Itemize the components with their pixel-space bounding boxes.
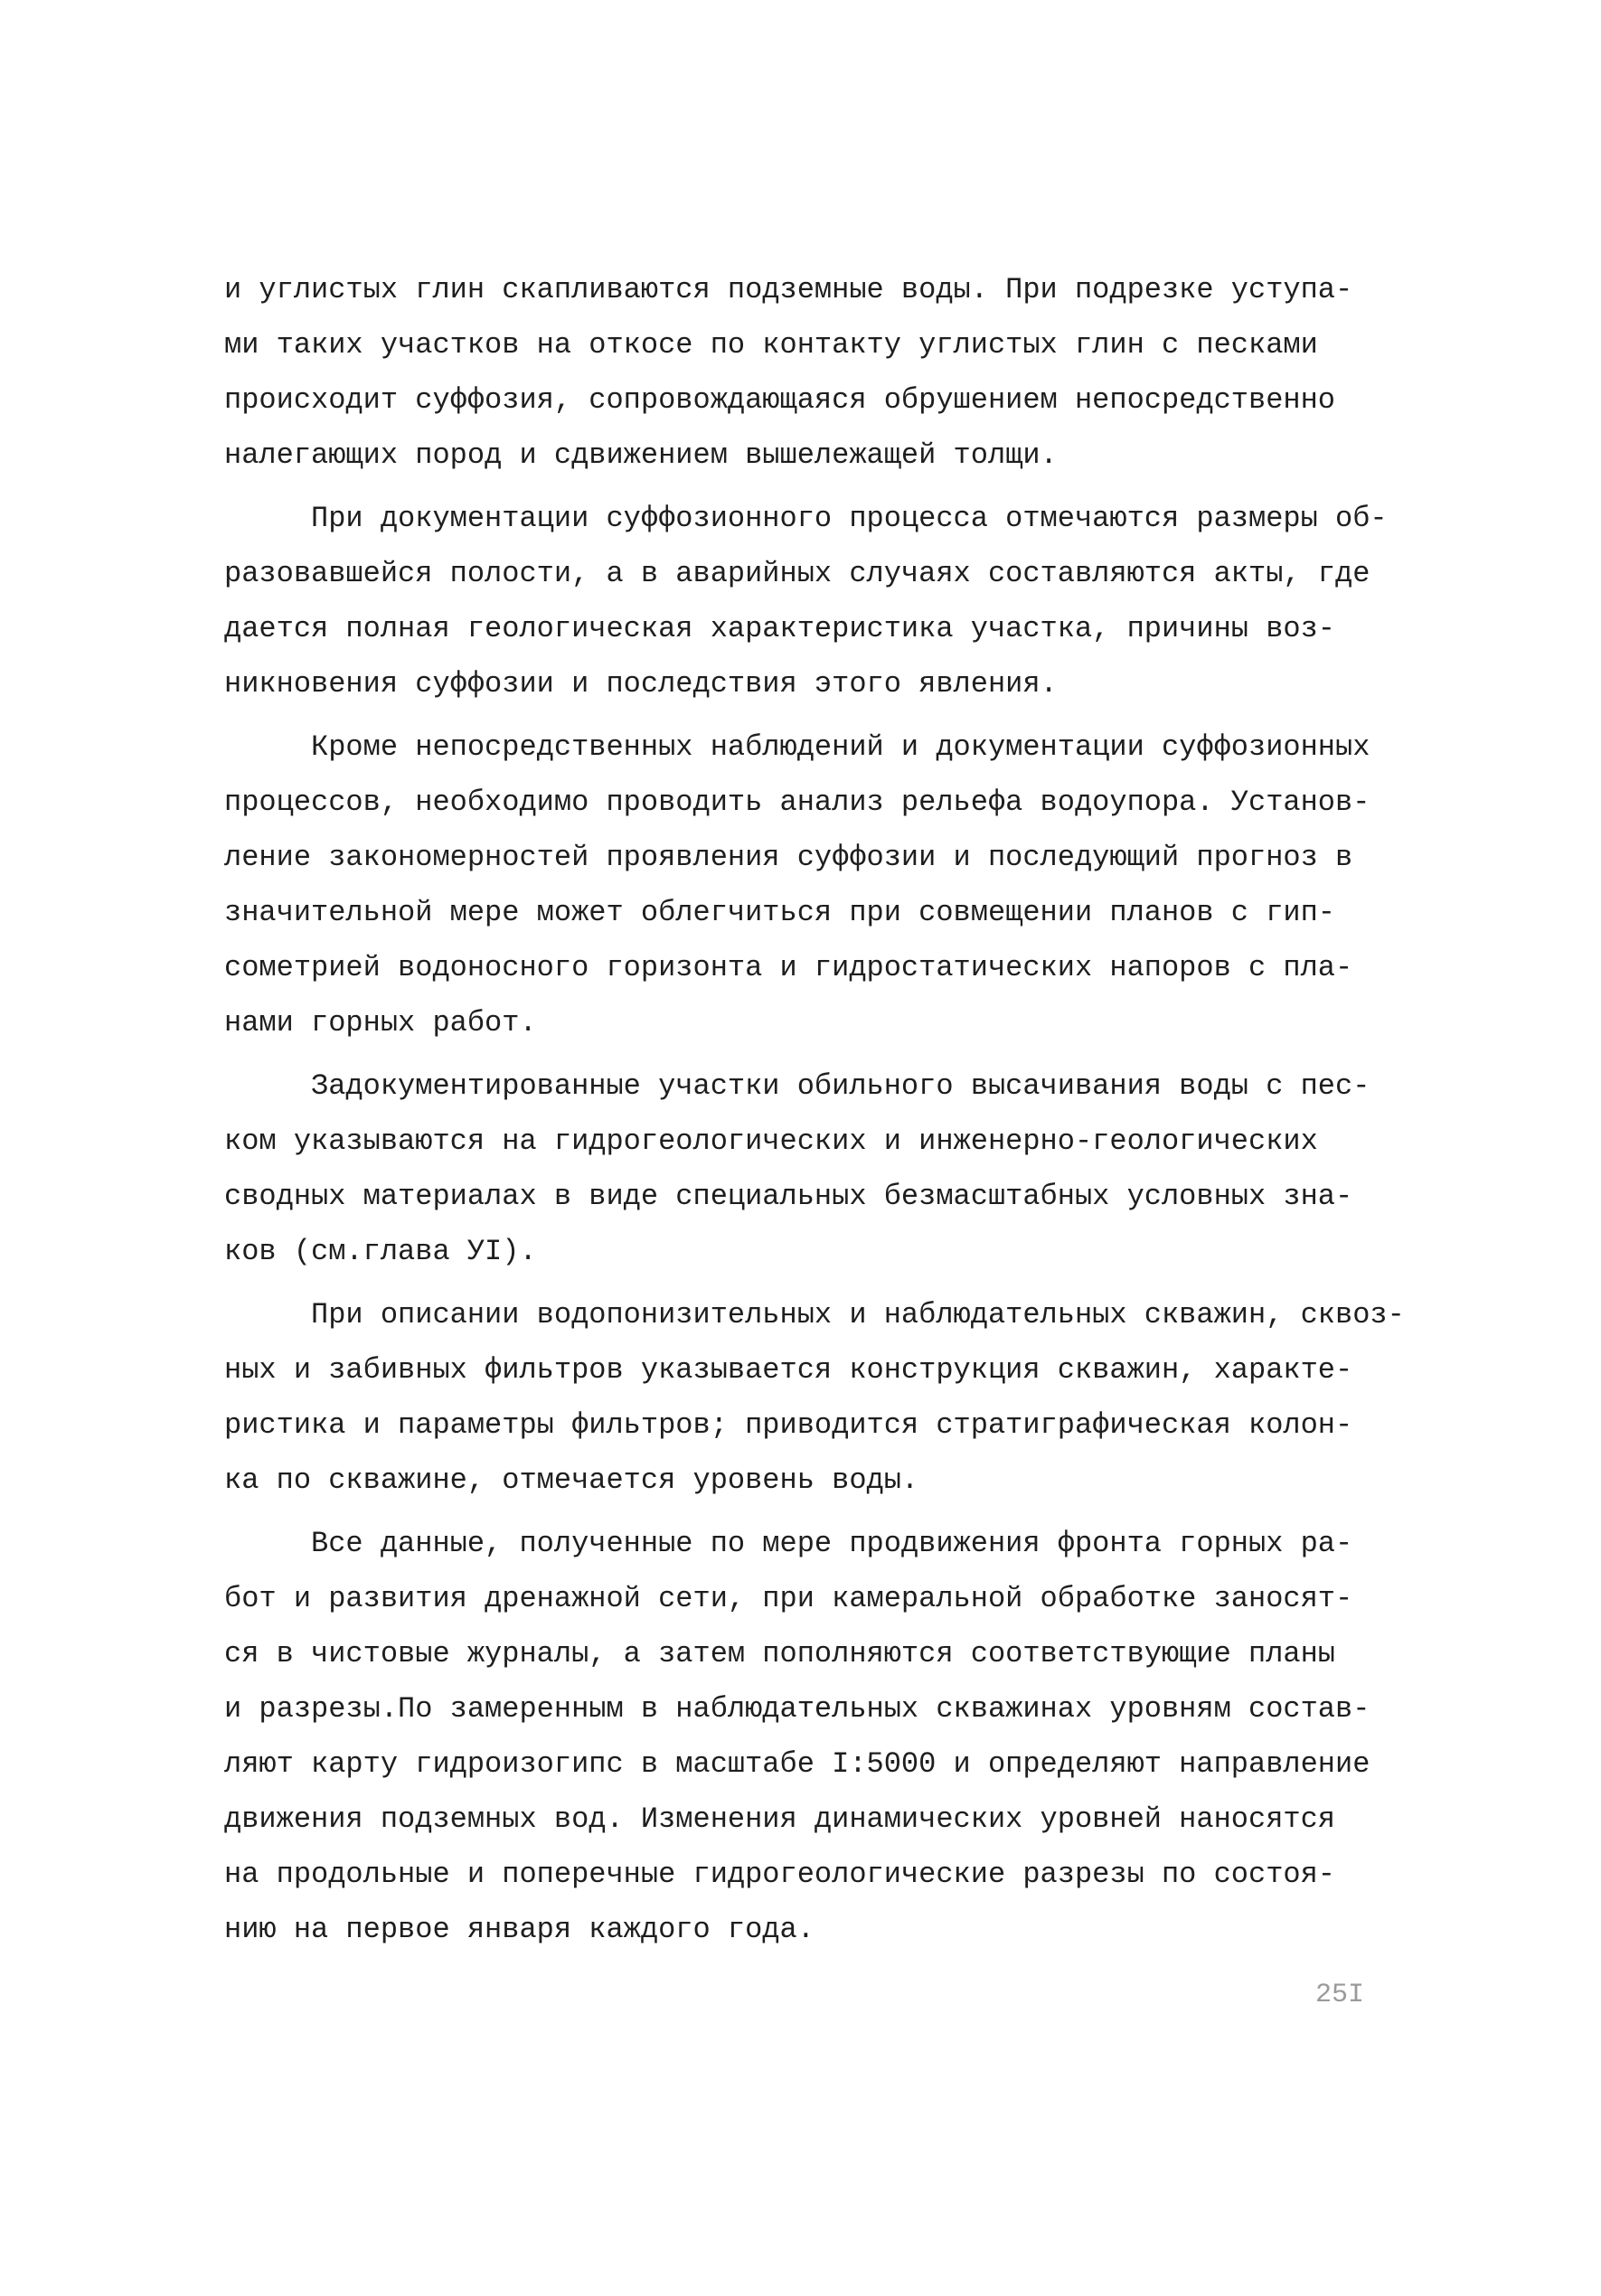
text-line: разовавшейся полости, а в аварийных случаях составляются акты, где [224,557,1370,590]
text-line: налегающих пород и сдвижением вышележащей толщи. [224,438,1058,472]
paragraph [224,262,1390,483]
text-line: Задокументированные участки обильного высачивания воды с пес- [224,1069,1370,1103]
text-line: ристика и параметры фильтров; приводится стратиграфическая колон- [224,1408,1353,1442]
text-line: ся в чистовые журналы, а затем пополняются соответствующие планы [224,1637,1335,1670]
text-line: ка по скважине, отмечается уровень воды. [224,1463,919,1497]
body-text [224,262,1405,1957]
text-line: значительной мере может облегчиться при совмещении планов с гип- [224,896,1335,929]
text-line: дается полная геологическая характеристика участка, причины воз- [224,612,1335,645]
text-line: никновения суффозии и последствия этого явления. [224,667,1058,701]
text-line: и углистых глин скапливаются подземные воды. При подрезке уступа- [224,273,1353,306]
text-line: на продольные и поперечные гидрогеологические разрезы по состоя- [224,1858,1335,1891]
paragraph [224,1287,1405,1508]
text-line: сводных материалах в виде специальных безмасштабных условных зна- [224,1180,1353,1213]
text-line: При документации суффозионного процесса отмечаются размеры об- [224,502,1388,535]
page-number: 25I [1315,1980,1365,2010]
text-line: ми таких участков на откосе по контакту углистых глин с песками [224,328,1318,362]
text-line: ляют карту гидроизогипс в масштабе I:5000 и определяют направление [224,1747,1370,1781]
paragraph [224,1059,1390,1279]
paragraph [224,720,1390,1050]
text-line: ных и забивных фильтров указывается конструкция скважин, характе- [224,1353,1353,1387]
text-line: происходит суффозия, сопровождающаяся обрушением непосредственно [224,383,1335,417]
text-line: бот и развития дренажной сети, при камеральной обработке заносят- [224,1582,1353,1615]
text-line: ков (см.глава УI). [224,1235,537,1268]
text-line: и разрезы.По замеренным в наблюдательных скважинах уровням состав- [224,1692,1370,1726]
text-line: Все данные, полученные по мере продвижения фронта горных ра- [224,1527,1353,1560]
text-line: Кроме непосредственных наблюдений и документации суффозионных [224,730,1370,764]
paragraph [224,1516,1390,1957]
text-line: сометрией водоносного горизонта и гидростатических напоров с пла- [224,951,1353,984]
paragraph [224,491,1390,711]
text-line: ком указываются на гидрогеологических и инженерно-геологических [224,1124,1318,1158]
text-line: ление закономерностей проявления суффозии и последующий прогноз в [224,841,1353,874]
text-line: процессов, необходимо проводить анализ рельефа водоупора. Установ- [224,786,1370,819]
text-line: При описании водопонизительных и наблюдательных скважин, сквоз- [224,1298,1405,1331]
text-line: движения подземных вод. Изменения динамических уровней наносятся [224,1802,1335,1836]
text-line: нию на первое января каждого года. [224,1913,815,1946]
text-line: нами горных работ. [224,1006,537,1040]
